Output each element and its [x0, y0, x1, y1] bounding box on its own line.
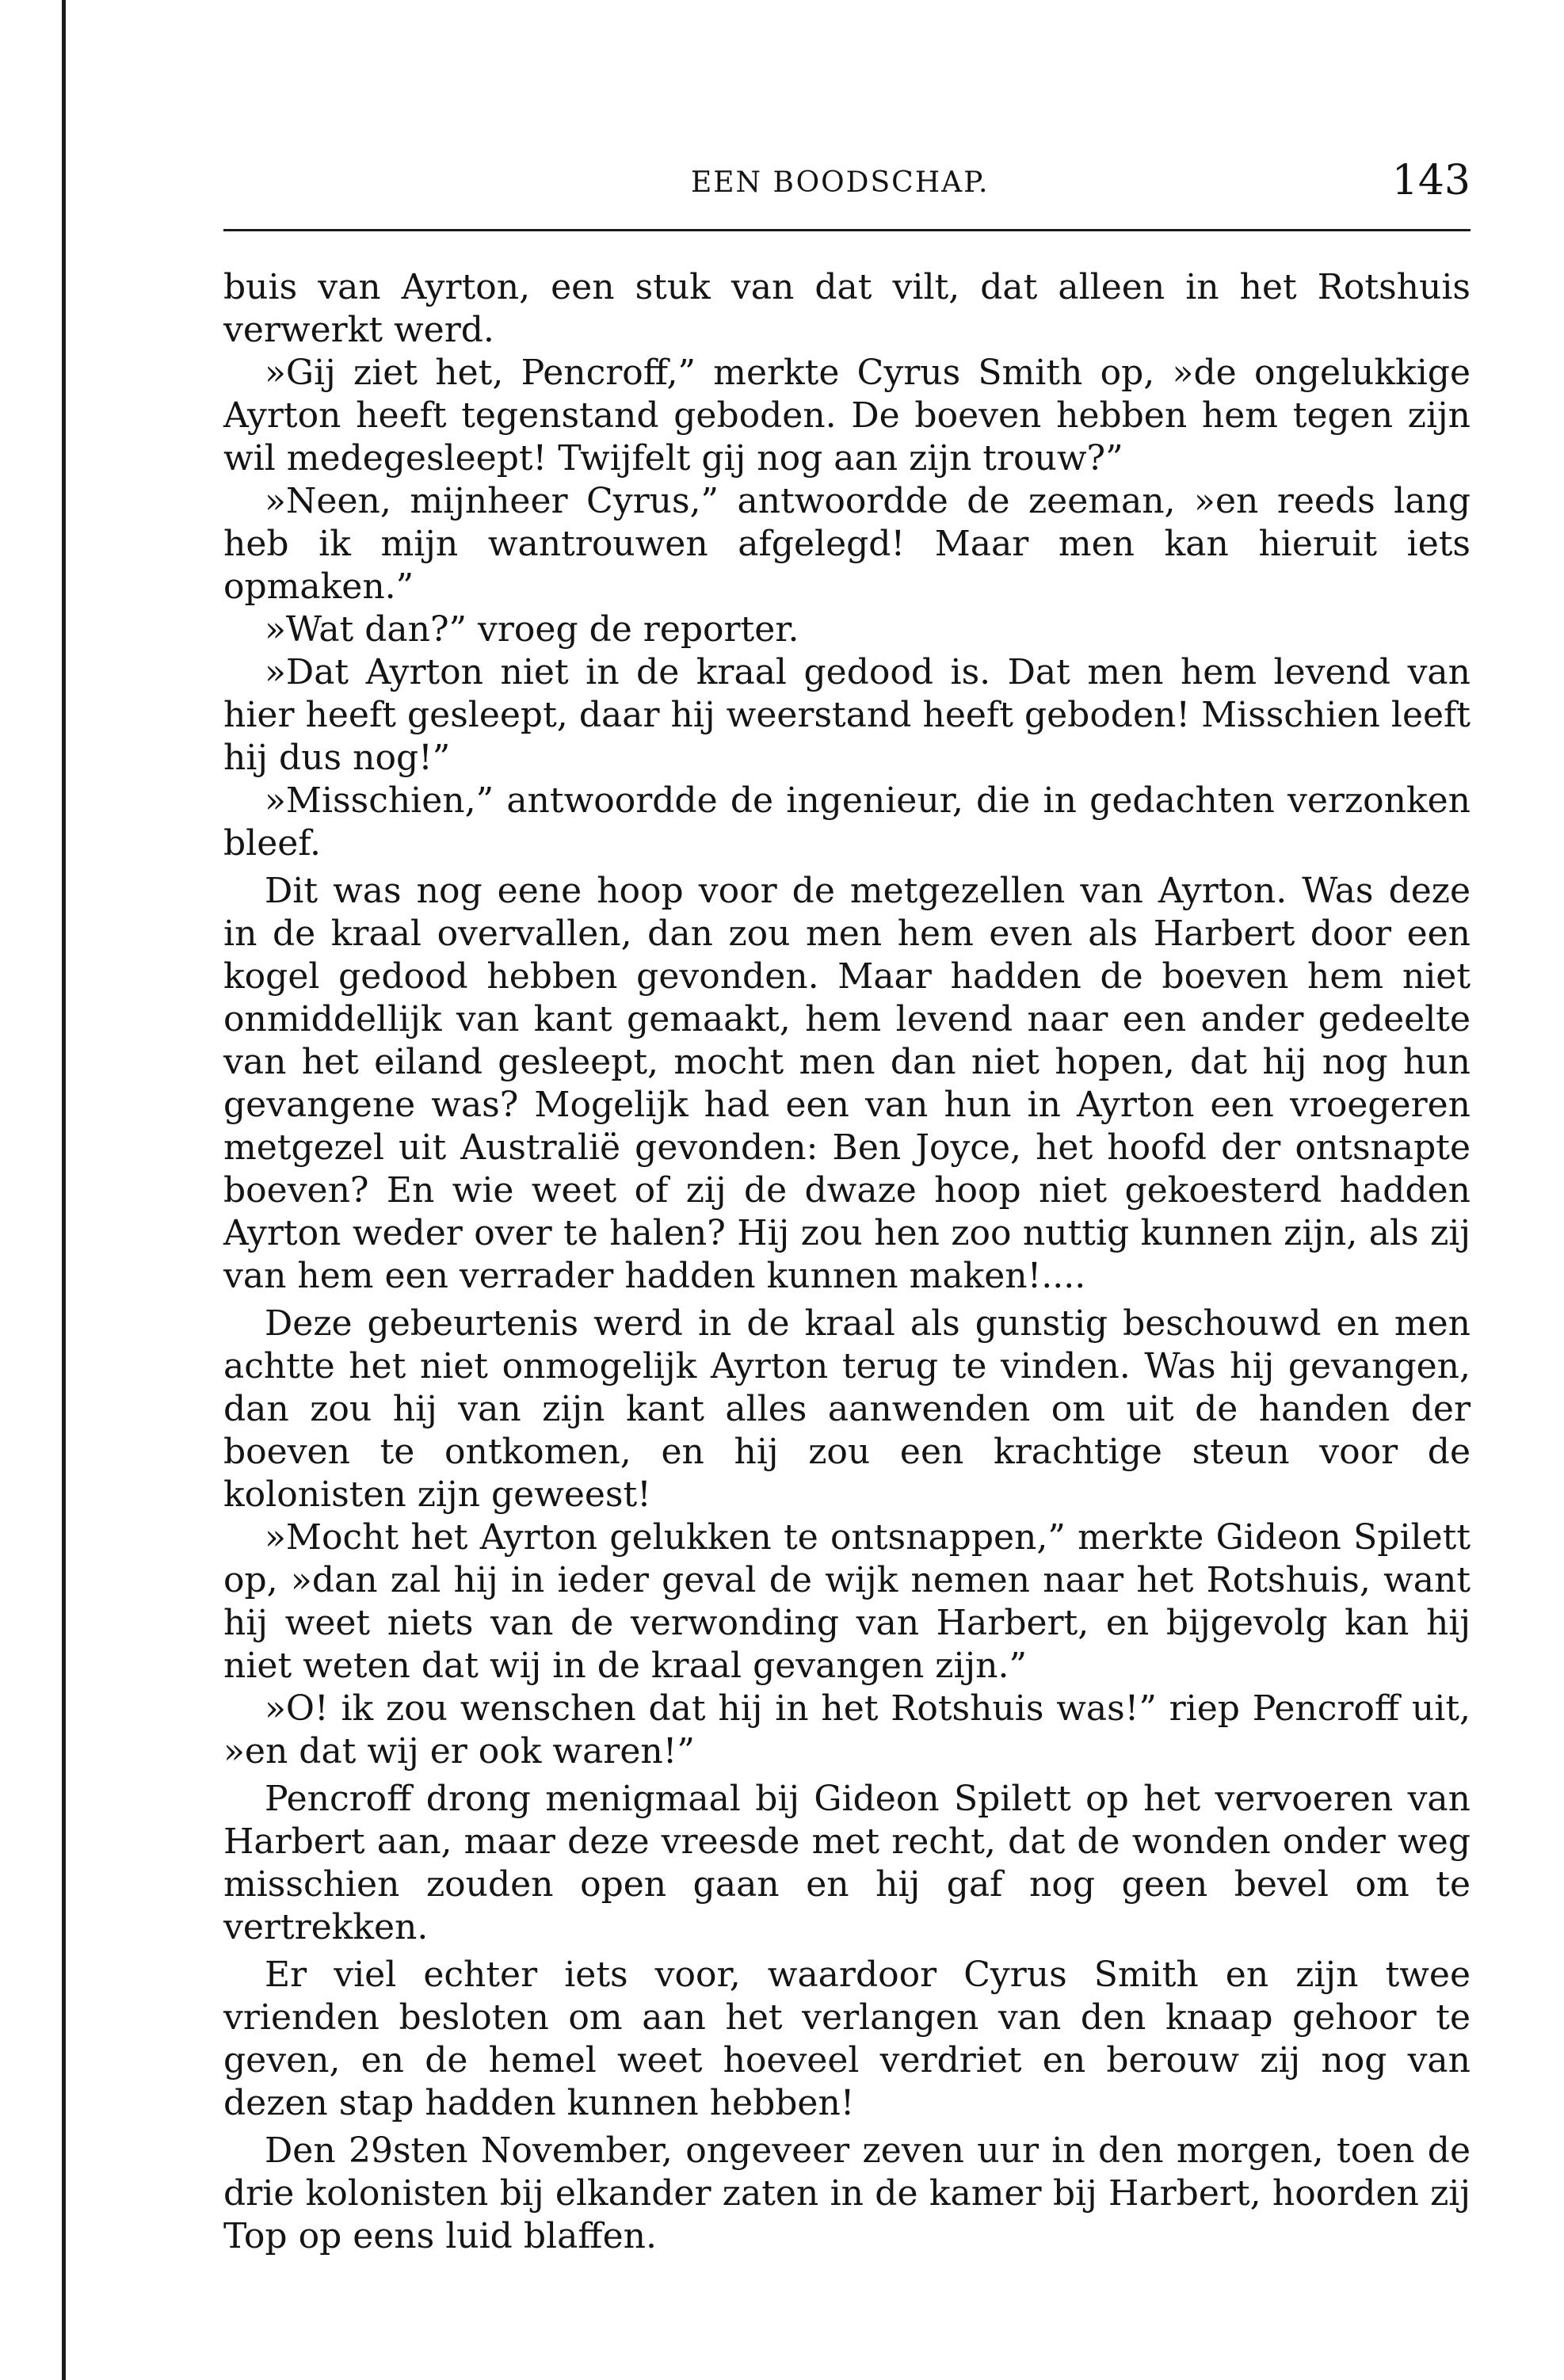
paragraph: Dit was nog eene hoop voor de metgezellen van Ayrton. Was deze in de kraal overvallen, dan zou men hem even als Harbert door een kogel gedood hebben gevonden. Maar hadden de boeven hem niet onmiddellijk van kant gemaakt, hem levend naar een ander gedeelte van het eiland gesleept, mocht men dan niet hopen, dat hij nog hun gevangene was? Mogelijk had een van hun in Ayrton een vroegeren metgezel uit Australië gevonden: Ben Joyce, het hoofd der ontsnapte boeven? En wie weet of zij de dwaze hoop niet gekoesterd hadden Ayrton weder over te halen? Hij zou hen zoo nuttig kunnen zijn, als zij van hem een verrader hadden kunnen maken!.... — [223, 871, 1471, 1296]
paragraph: »Misschien,” antwoordde de ingenieur, die in gedachten verzonken bleef. — [223, 780, 1471, 864]
paragraph: Er viel echter iets voor, waardoor Cyrus Smith en zijn twee vrienden besloten om aan het verlangen van den knaap gehoor te geven, en de hemel weet hoeveel verdriet en berouw zij nog van dezen stap hadden kunnen hebben! — [223, 1955, 1471, 2123]
paragraph: Deze gebeurtenis werd in de kraal als gunstig beschouwd en men achtte het niet onmogelijk Ayrton terug te vinden. Was hij gevangen, dan zou hij van zijn kant alles aanwenden om uit de handen der boeven te ontkomen, en hij zou een krachtige steun voor de kolonisten zijn geweest! — [223, 1303, 1471, 1515]
paragraph: »Wat dan?” vroeg de reporter. — [265, 609, 799, 650]
page-number: 143 — [1391, 157, 1471, 204]
paragraph: buis van Ayrton, een stuk van dat vilt, dat alleen in het Rotshuis verwerkt werd. — [223, 267, 1471, 350]
paragraph: Pencroff drong menigmaal bij Gideon Spilett op het vervoeren van Harbert aan, maar deze vreesde met recht, dat de wonden onder weg misschien zouden open gaan en hij gaf nog geen bevel om te vertrekken. — [223, 1779, 1471, 1947]
page-header — [223, 155, 1471, 219]
paragraph: Den 29sten November, ongeveer zeven uur in den morgen, toen de drie kolonisten bij elkander zaten in de kamer bij Harbert, hoorden zij Top op eens luid blaffen. — [223, 2130, 1471, 2256]
paragraph: »Gij ziet het, Pencroff,” merkte Cyrus Smith op, »de ongelukkige Ayrton heeft tegenstand geboden. De boeven hebben hem tegen zijn wil medegesleept! Twijfelt gij nog aan zijn trouw?” — [223, 353, 1471, 479]
body-text — [223, 266, 1471, 2258]
running-title: EEN BOODSCHAP. — [691, 166, 990, 199]
header-rule — [223, 229, 1471, 231]
paragraph: »Neen, mijnheer Cyrus,” antwoordde de zeeman, »en reeds lang heb ik mijn wantrouwen afgelegd! Maar men kan hieruit iets opmaken.” — [223, 481, 1471, 607]
scan-binding-edge — [62, 0, 66, 2380]
paragraph: »Mocht het Ayrton gelukken te ontsnappen,” merkte Gideon Spilett op, »dan zal hij in ieder geval de wijk nemen naar het Rotshuis, want hij weet niets van de verwonding van Harbert, en bijgevolg kan hij niet weten dat wij in de kraal gevangen zijn.” — [223, 1517, 1471, 1686]
paragraph: »O! ik zou wenschen dat hij in het Rotshuis was!” riep Pencroff uit, »en dat wij er ook waren!” — [223, 1688, 1471, 1772]
paragraph: »Dat Ayrton niet in de kraal gedood is. Dat men hem levend van hier heeft gesleept, daar hij weerstand heeft geboden! Misschien leeft hij dus nog!” — [223, 652, 1471, 778]
